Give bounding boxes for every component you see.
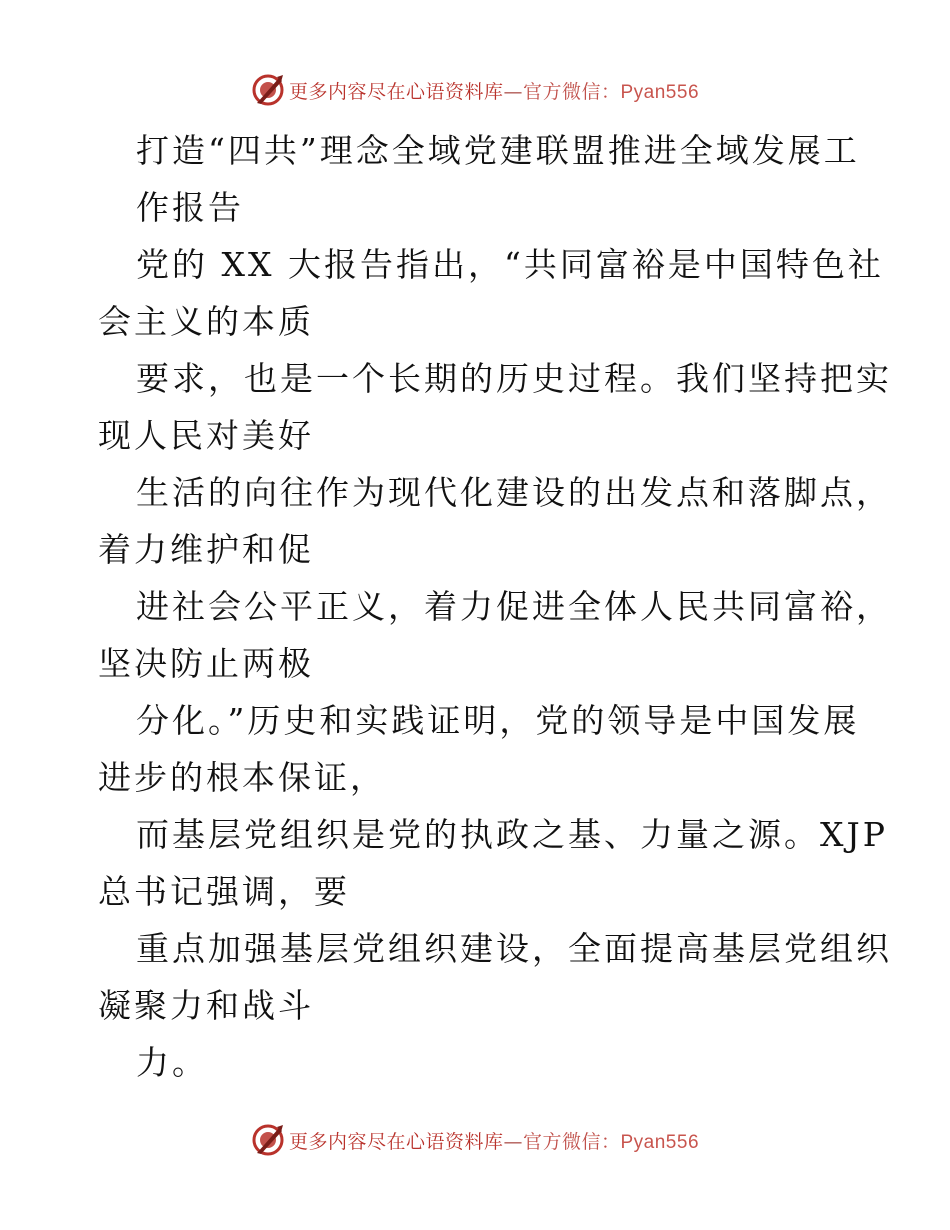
header-banner-separator: — (503, 80, 523, 103)
paragraph-line: 着力维护和促 (98, 530, 314, 569)
header-banner-wechat-label: 官方微信： (522, 80, 621, 103)
footer-banner-separator: — (503, 1130, 523, 1153)
document-body (98, 122, 892, 1091)
paragraph-line: 总书记强调，要 (98, 872, 350, 911)
footer-banner-text (289, 1127, 699, 1154)
document-title-line-2: 作报告 (136, 188, 244, 227)
quill-pen-seal-icon (251, 73, 285, 107)
paragraph-line: 党的 XX 大报告指出，“共同富裕是中国特色社 (136, 245, 884, 284)
paragraph-line: 而基层党组织是党的执政之基、力量之源。XJP (136, 815, 888, 854)
paragraph-line: 要求，也是一个长期的历史过程。我们坚持把实 (136, 359, 892, 398)
paragraph-line: 凝聚力和战斗 (98, 986, 314, 1025)
quill-pen-seal-icon (251, 1123, 285, 1157)
header-banner-text (289, 77, 699, 104)
paragraph-line: 重点加强基层党组织建设，全面提高基层党组织 (136, 929, 892, 968)
footer-banner-main: 更多内容尽在心语资料库 (288, 1130, 504, 1153)
footer-banner-wechat-id: Pyan556 (620, 1131, 700, 1153)
paragraph-line: 坚决防止两极 (98, 644, 314, 683)
paragraph-line: 生活的向往作为现代化建设的出发点和落脚点， (136, 473, 892, 512)
footer-banner (0, 1120, 950, 1160)
paragraph-line: 分化。”历史和实践证明，党的领导是中国发展 (136, 701, 860, 740)
footer-banner-wechat-label: 官方微信： (522, 1130, 621, 1153)
paragraph-line: 进步的根本保证， (98, 758, 386, 797)
paragraph-line: 进社会公平正义，着力促进全体人民共同富裕， (136, 587, 892, 626)
paragraph-line: 现人民对美好 (98, 416, 314, 455)
paragraph-line: 会主义的本质 (98, 302, 314, 341)
header-banner-wechat-id: Pyan556 (620, 81, 700, 103)
paragraph-line: 力。 (136, 1043, 208, 1082)
document-title-line-1: 打造“四共”理念全域党建联盟推进全域发展工 (136, 131, 860, 170)
header-banner (0, 70, 950, 110)
header-banner-main: 更多内容尽在心语资料库 (288, 80, 504, 103)
